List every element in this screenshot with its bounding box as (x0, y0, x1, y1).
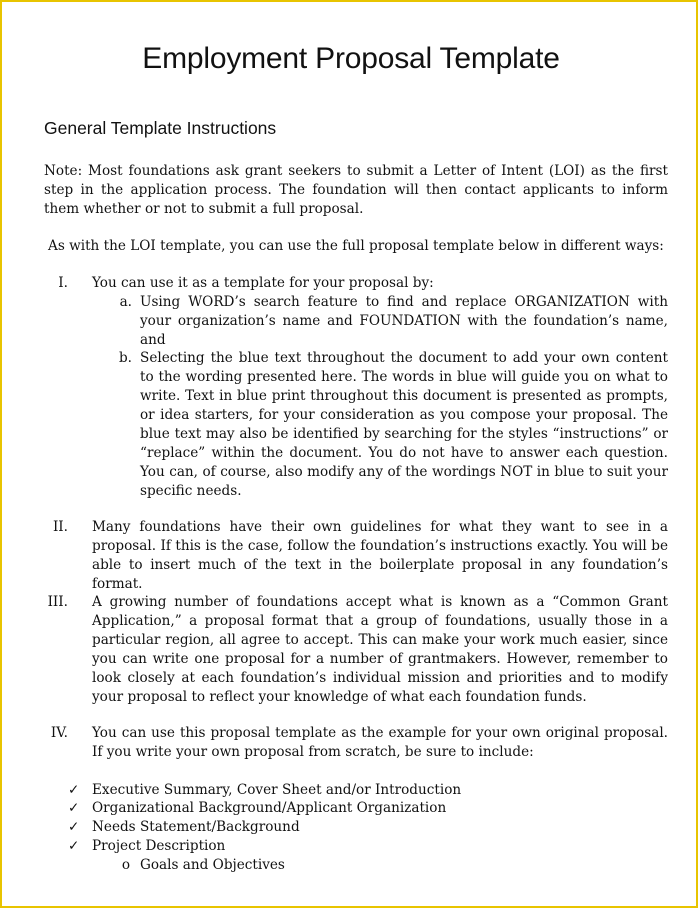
subitem-text: Using WORD’s search feature to find and replace ORGANIZATION with your organization’s name and FOUNDATION with the foundation’s name, and (140, 294, 668, 348)
page-title: Employment Proposal Template (142, 42, 560, 75)
intro-paragraph: As with the LOI template, you can use the full proposal template below in different ways: (48, 238, 664, 254)
checkmark-icon: ✓ (68, 800, 80, 816)
checklist-label: Executive Summary, Cover Sheet and/or Introduction (92, 782, 462, 798)
item-text: A growing number of foundations accept what is known as a “Common Grant Application,” a proposal format that a group of foundations, usually those in a particular region, all agree to accept. This can make your work much easier, since you can write one proposal for a number of grantmakers. However, remember to look closely at each foundation’s individual mission and priorities and to modify your proposal to reflect your knowledge of what each foundation funds. (92, 594, 668, 705)
sub-checklist-item (112, 856, 285, 875)
item-numeral: IV. (50, 725, 68, 741)
checklist-label: Needs Statement/Background (92, 819, 300, 835)
subitem-text: Selecting the blue text throughout the document to add your own content to the wording presented here. The words in blue will guide you on what to write. Text in blue print throughout this document is presented as prompts, or idea starters, for your consideration as you compose your proposal. The blue text may also be identified by searching for the styles “instructions” or “replace” within the document. You do not have to answer each question. You can, of course, also modify any of the wordings NOT in blue to suit your specific needs. (140, 350, 668, 499)
item-numeral: III. (47, 594, 68, 610)
subitem-letter: b. (118, 350, 132, 366)
checkmark-icon: ✓ (68, 819, 80, 835)
checkmark-icon: ✓ (68, 782, 80, 798)
checklist-item (68, 781, 461, 800)
item-text: You can use this proposal template as the example for your own original proposal. If you write your own proposal from scratch, be sure to include: (92, 725, 668, 760)
item-numeral: II. (52, 519, 68, 535)
checklist-item (68, 837, 225, 856)
checklist-label: Organizational Background/Applicant Organization (92, 800, 447, 816)
item-numeral: I. (58, 275, 68, 291)
checklist-item (68, 799, 446, 818)
item-text: You can use it as a template for your proposal by: (92, 275, 434, 291)
circle-bullet-icon: o (121, 857, 131, 873)
checklist-item (68, 818, 300, 837)
note-paragraph: Note: Most foundations ask grant seekers to submit a Letter of Intent (LOI) as the first step in the application process. The foundation will then contact applicants to inform them whether or not to submit a full proposal. (44, 163, 668, 217)
section-heading: General Template Instructions (44, 118, 277, 138)
item-text: Many foundations have their own guidelines for what they want to see in a proposal. If this is the case, follow the foundation’s instructions exactly. You will be able to insert much of the text in the boilerplate proposal in any foundation’s format. (92, 519, 668, 592)
subitem-letter: a. (119, 294, 132, 310)
checklist-label: Project Description (92, 838, 226, 854)
checkmark-icon: ✓ (68, 838, 80, 854)
sub-checklist-label: Goals and Objectives (140, 857, 285, 873)
